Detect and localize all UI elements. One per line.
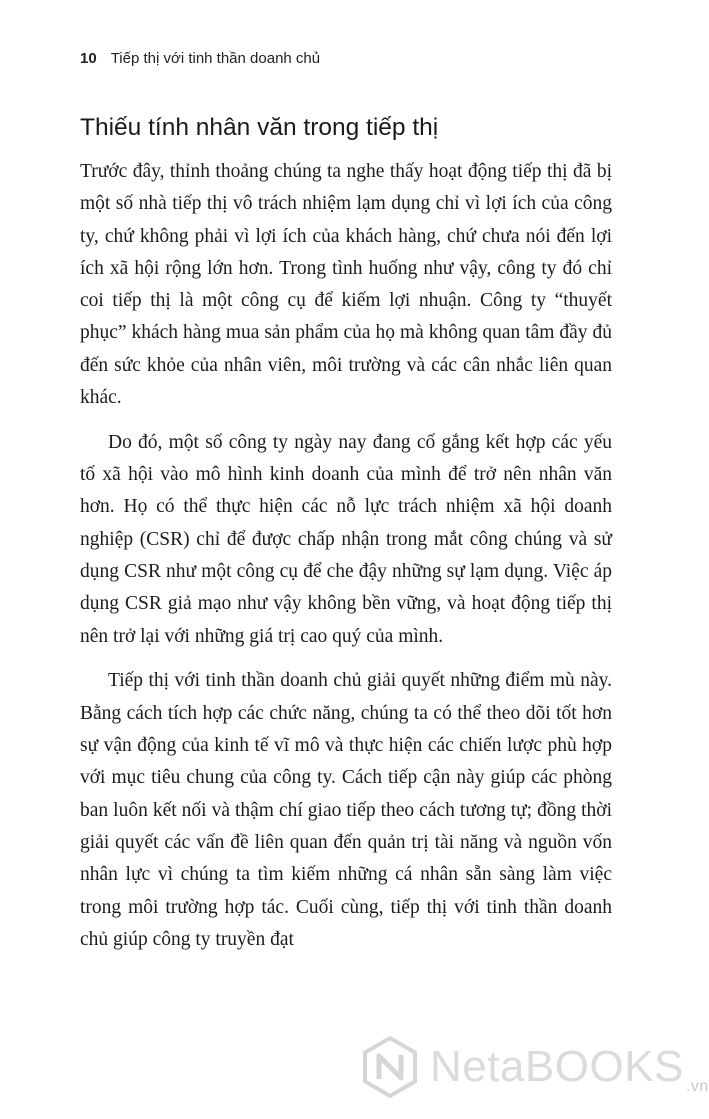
watermark-suffix: .vn [685,1078,709,1095]
paragraph-2: Do đó, một số công ty ngày nay đang cố gắng kết hợp các yếu tố xã hội vào mô hình kinh doanh của mình để trở nên nhân văn hơn. Họ có thể thực hiện các nỗ lực trách nhiệm xã hội doanh nghiệp (CSR) chỉ để được chấp nhận trong mắt công chúng và sử dụng CSR như một công cụ để che đậy những sự lạm dụng. Việc áp dụng CSR giả mạo như vậy không bền vững, và hoạt động tiếp thị nên trở lại với những giá trị cao quý của mình. [80,431,612,647]
body-text [80,156,612,956]
running-title: Tiếp thị với tinh thần doanh chủ [110,50,321,67]
watermark-brand-text: NetaBOOKS [430,1042,684,1091]
section-title: Thiếu tính nhân văn trong tiếp thị [80,114,439,141]
watermark [358,1022,709,1112]
paragraph-1: Trước đây, thỉnh thoảng chúng ta nghe thấy hoạt động tiếp thị đã bị một số nhà tiếp thị vô trách nhiệm lạm dụng chỉ vì lợi ích của công ty, chứ không phải vì lợi ích của khách hàng, chứ chưa nói đến lợi ích xã hội rộng lớn hơn. Trong tình huống như vậy, công ty đó chỉ coi tiếp thị là một công cụ để kiếm lợi nhuận. Công ty “thuyết phục” khách hàng mua sản phẩm của họ mà không quan tâm đầy đủ đến sức khỏe của nhân viên, môi trường và các cân nhắc liên quan khác. [80,161,612,409]
page-number: 10 [80,50,97,67]
netabooks-logo-icon [358,1035,422,1099]
running-header [80,50,320,67]
paragraph-3: Tiếp thị với tinh thần doanh chủ giải quyết những điểm mù này. Bằng cách tích hợp các chức năng, chúng ta có thể theo dõi tốt hơn sự vận động của kinh tế vĩ mô và thực hiện các chiến lược phù hợp với mục tiêu chung của công ty. Cách tiếp cận này giúp các phòng ban luôn kết nối và thậm chí giao tiếp theo cách tương tự; đồng thời giải quyết các vấn đề liên quan đến quản trị tài năng và nguồn vốn nhân lực vì chúng ta tìm kiếm những cá nhân sẵn sàng làm việc trong môi trường hợp tác. Cuối cùng, tiếp thị với tinh thần doanh chủ giúp công ty truyền đạt [80,670,612,950]
watermark-brand [430,1042,709,1095]
